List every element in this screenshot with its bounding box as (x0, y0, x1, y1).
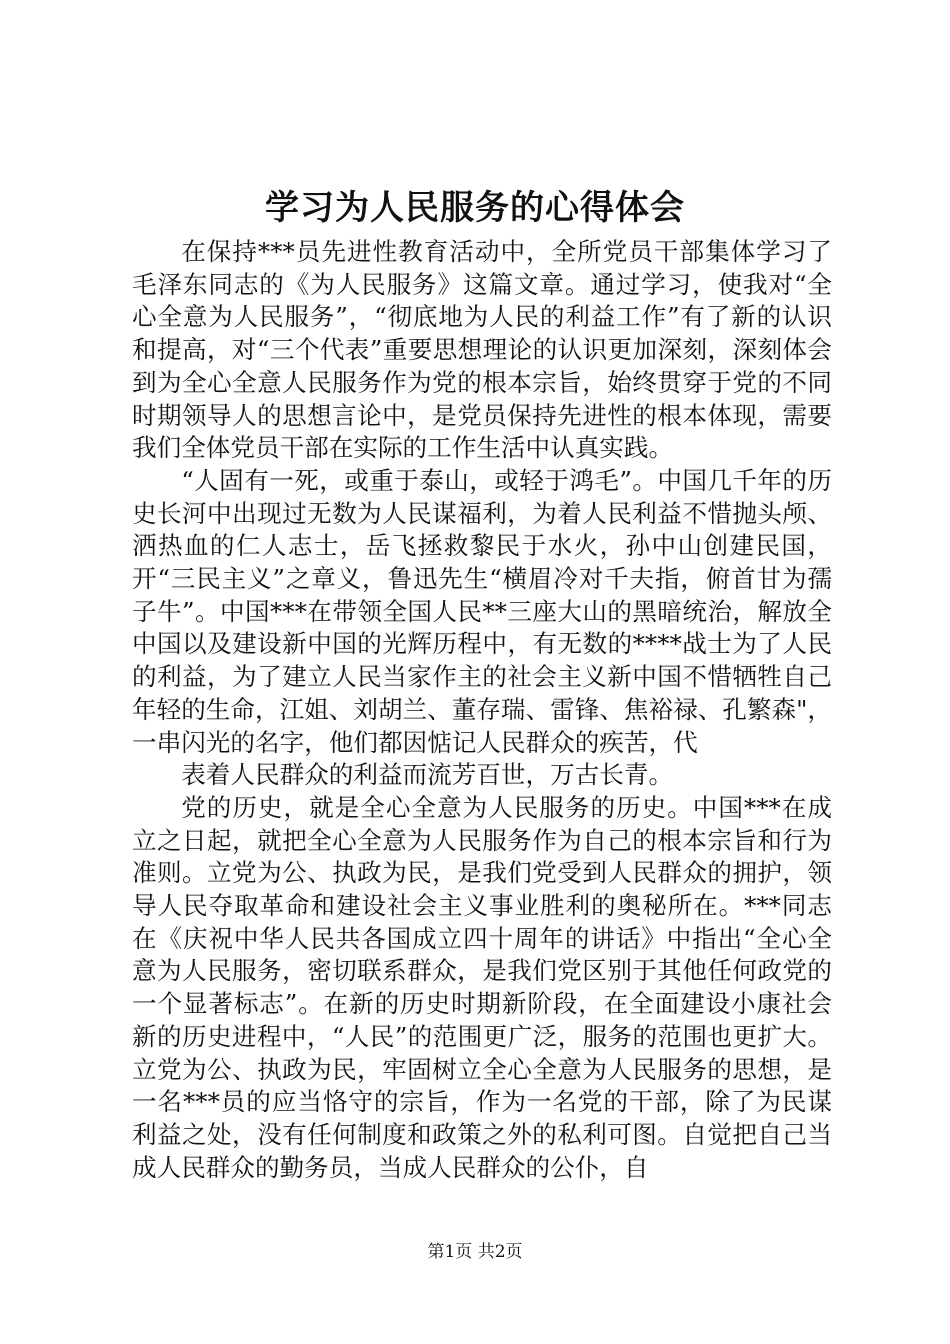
paragraph-2: “人固有一死，或重于泰山，或轻于鸿毛”。中国几千年的历史长河中出现过无数为人民谋福利，为着人民利益不惜抛头颅、洒热血的仁人志士，岳飞拯救黎民于水火，孙中山创建民国，开“三民主义”之章义，鲁迅先生“横眉冷对千夫指，俯首甘为孺子牛”。中国***在带领全国人民**三座大山的黑暗统治，解放全中国以及建设新中国的光辉历程中，有无数的****战士为了人民的利益，为了建立人民当家作主的社会主义新中国不惜牺牲自己年轻的生命，江姐、刘胡兰、董存瑞、雷锋、焦裕禄、孔繁森"，一串闪光的名字，他们都因惦记人民群众的疾苦，代 (132, 465, 832, 757)
paragraph-3: 表着人民群众的利益而流芳百世，万古长青。 (181, 760, 674, 790)
document-body (132, 236, 832, 1184)
paragraph-4: 党的历史，就是全心全意为人民服务的历史。中国***在成立之日起，就把全心全意为人民服务作为自己的根本宗旨和行为准则。立党为公、执政为民，是我们党受到人民群众的拥护，领导人民夺取革命和建设社会主义事业胜利的奥秘所在。***同志在《庆祝中华人民共各国成立四十周年的讲话》中指出“全心全意为人民服务，密切联系群众，是我们党区别于其他任何政党的一个显著标志”。在新的历史时期新阶段，在全面建设小康社会新的历史进程中，“人民”的范围更广泛，服务的范围也更扩大。立党为公、执政为民，牢固树立全心全意为人民服务的思想，是一名***员的应当恪守的宗旨，作为一名党的干部，除了为民谋利益之处，没有任何制度和政策之外的私利可图。自觉把自己当成人民群众的勤务员，当成人民群众的公仆，自 (132, 792, 832, 1182)
page-number-footer: 第1页 共2页 (427, 1242, 523, 1262)
paragraph-1: 在保持***员先进性教育活动中，全所党员干部集体学习了毛泽东同志的《为人民服务》这篇文章。通过学习，使我对“全心全意为人民服务”，“彻底地为人民的利益工作”有了新的认识和提高，对“三个代表”重要思想理论的认识更加深刻，深刻体会到为全心全意人民服务作为党的根本宗旨，始终贯穿于党的不同时期领导人的思想言论中，是党员保持先进性的根本体现，需要我们全体党员干部在实际的工作生活中认真实践。 (132, 237, 832, 463)
document-title: 学习为人民服务的心得体会 (265, 188, 685, 228)
